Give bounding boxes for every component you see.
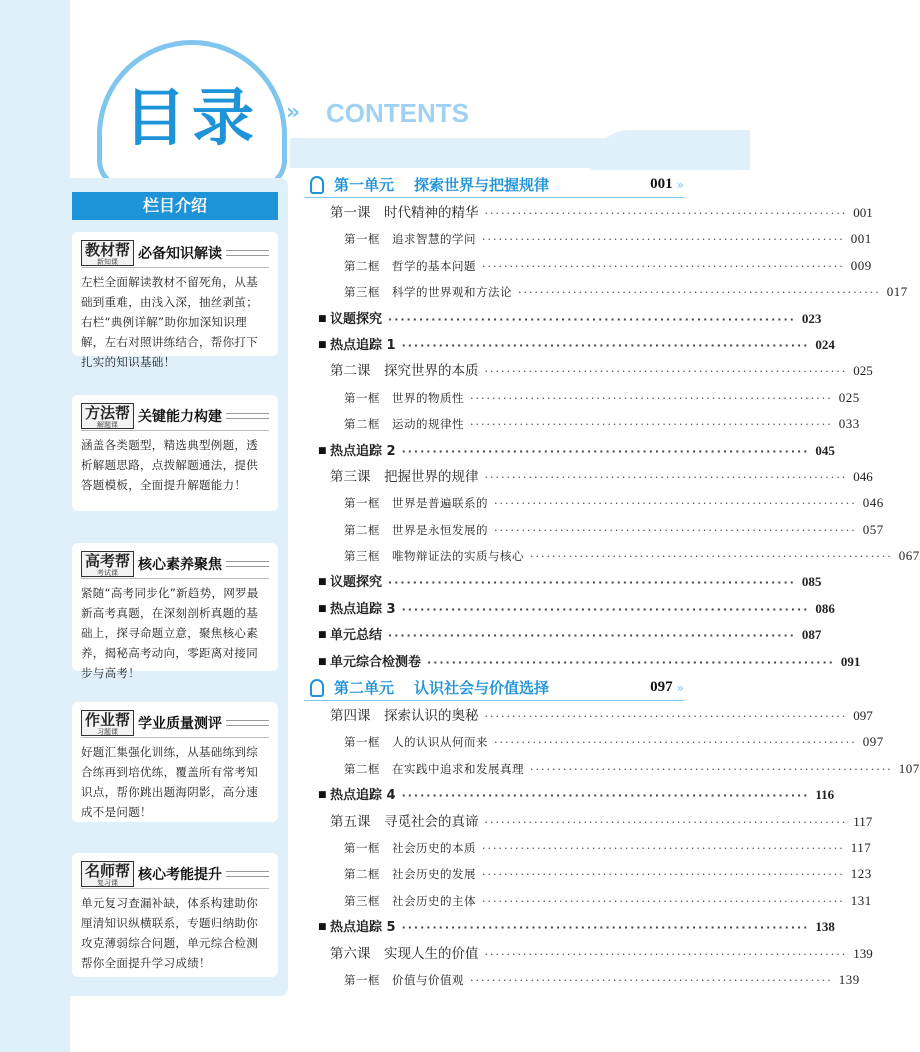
feature-subtitle: 核心考能提升 xyxy=(138,866,223,883)
unit-label: 第一单元 xyxy=(334,176,395,194)
leader-dots: ·································································· xyxy=(470,391,833,405)
leader-dots: ·································································· xyxy=(530,762,893,776)
toc-entry-page: 046 xyxy=(862,495,884,511)
feature-description: 左栏全面解读教材不留死角，从基础到重难，由浅入深，抽丝剥茧；右栏“典例详解”助你加深知识理解，左右对照讲练结合，帮你打下扎实的知识基础！ xyxy=(81,275,258,369)
leader-dots: ·································································· xyxy=(470,418,833,432)
toc-entry-page: 017 xyxy=(886,284,908,300)
feature-subtitle: 学业质量测评 xyxy=(138,715,223,732)
divider xyxy=(226,871,269,877)
toc-entry-title: 第二课 探究世界的本质 xyxy=(330,363,479,380)
bulb-icon xyxy=(310,679,324,697)
toc-entry-special[interactable] xyxy=(304,569,822,595)
toc-entry-lesson[interactable] xyxy=(304,358,873,384)
unit1-entries xyxy=(304,200,920,675)
toc-entry-lesson[interactable] xyxy=(304,200,873,226)
unit-heading[interactable] xyxy=(304,172,684,198)
toc-entry-page: 024 xyxy=(815,336,835,352)
toc-entry-page: 067 xyxy=(898,548,920,564)
leader-dots: ·································································· xyxy=(388,629,796,643)
toc-entry-title: ■ 议题探究 xyxy=(330,575,383,591)
feature-tag xyxy=(81,710,134,736)
feature-tag xyxy=(81,861,134,887)
toc-entry-frame[interactable] xyxy=(304,226,872,252)
toc-entry-title: 第二框 在实践中追求和发展真理 xyxy=(344,761,524,776)
unit-page: 097 xyxy=(650,679,673,696)
feature-tag-sublabel: 解题课 xyxy=(97,420,118,429)
toc-entry-page: 001 xyxy=(853,205,873,220)
feature-tag-label: 教材帮 xyxy=(85,240,131,259)
divider xyxy=(226,250,269,256)
toc-entry-page: 045 xyxy=(815,442,835,458)
toc-entry-page: 116 xyxy=(815,787,835,803)
toc-entry-title: ■ 单元总结 xyxy=(330,628,383,644)
feature-card-header xyxy=(81,238,269,268)
toc-entry-page: 097 xyxy=(853,708,873,724)
toc-entry-page: 107 xyxy=(898,760,920,776)
leader-dots: ·································································· xyxy=(482,894,845,908)
toc-entry-page: 025 xyxy=(853,363,873,379)
toc-entry-frame[interactable] xyxy=(304,253,872,279)
feature-card xyxy=(72,232,278,369)
feature-tag xyxy=(81,240,134,266)
toc-entry-page: 001 xyxy=(850,231,872,247)
unit2-entries xyxy=(304,703,920,993)
feature-tag-label: 名师帮 xyxy=(85,861,131,880)
leader-dots: ·································································· xyxy=(484,710,848,724)
toc-entry-page: 023 xyxy=(801,310,822,326)
feature-tag-sublabel: 考试课 xyxy=(97,568,118,577)
toc-entry-page: 009 xyxy=(850,257,872,273)
feature-tag-sublabel: 习题课 xyxy=(97,727,118,736)
toc-entry-title: 第一框 世界是普遍联系的 xyxy=(344,496,488,511)
toc-entry-page: 097 xyxy=(862,734,884,750)
leader-dots: ·································································· xyxy=(482,259,845,273)
toc-entry-title: 第四课 探索认识的奥秘 xyxy=(330,708,479,725)
feature-card xyxy=(72,395,278,511)
leader-dots: ·································································· xyxy=(482,868,845,882)
toc-entry-page: 086 xyxy=(815,600,835,616)
toc-entry-title: 第二框 社会历史的发展 xyxy=(344,867,476,882)
feature-tag-label: 作业帮 xyxy=(85,710,131,729)
toc-entry-page: 117 xyxy=(853,813,873,829)
unit-title: 探索世界与把握规律 xyxy=(414,176,550,194)
feature-subtitle: 核心素养聚焦 xyxy=(138,556,223,573)
toc-entry-special[interactable] xyxy=(304,914,835,940)
feature-card xyxy=(72,702,278,822)
leader-dots: ·································································· xyxy=(518,286,881,300)
toc-entry-frame[interactable] xyxy=(304,967,860,993)
unit-heading[interactable] xyxy=(304,675,684,701)
header-band-curve xyxy=(590,130,750,170)
feature-subtitle: 关键能力构建 xyxy=(138,408,223,425)
leader-dots: ·································································· xyxy=(494,736,857,750)
toc-entry-special[interactable] xyxy=(304,622,822,648)
unit-title: 认识社会与价值选择 xyxy=(414,679,550,698)
toc-entry-title: 第一课 时代精神的精华 xyxy=(330,205,479,221)
toc-entry-frame[interactable] xyxy=(304,411,860,437)
toc-entry-frame[interactable] xyxy=(304,729,884,755)
feature-card-header xyxy=(81,708,269,738)
leader-dots: ·································································· xyxy=(470,973,833,987)
feature-card-header xyxy=(81,401,269,431)
toc-entry-page: 057 xyxy=(862,521,884,537)
toc-entry-title: 第一框 人的认识从何而来 xyxy=(344,735,488,750)
feature-tag-sublabel: 新知课 xyxy=(97,257,118,266)
toc-entry-title: ■ 热点追踪 4 xyxy=(330,788,396,804)
double-chevron-icon: » xyxy=(286,100,301,125)
feature-description: 单元复习查漏补缺，体系构建助你厘清知识纵横联系，专题归纳助你攻克薄弱综合问题，单元综合检测帮你全面提升学习成绩！ xyxy=(81,896,258,970)
toc-entry-frame[interactable] xyxy=(304,490,884,516)
double-chevron-icon: » xyxy=(676,177,684,192)
toc-entry-page: 085 xyxy=(801,574,822,590)
toc-entry-title: ■ 单元综合检测卷 xyxy=(330,654,422,670)
toc-entry-frame[interactable] xyxy=(304,756,920,782)
toc-entry-page: 139 xyxy=(838,971,860,987)
feature-description: 紧随“高考同步化”新趋势，网罗最新高考真题，在深刻剖析真题的基础上，探寻命题立意，聚焦核心素养，揭秘高考动向，零距离对接同步与高考！ xyxy=(81,586,259,680)
toc-entry-frame[interactable] xyxy=(304,385,860,411)
leader-dots: ·································································· xyxy=(484,947,848,961)
toc-entry-page: 046 xyxy=(853,468,873,484)
toc-entry-title: 第二框 哲学的基本问题 xyxy=(344,258,476,273)
toc-entry-page: 131 xyxy=(850,892,872,908)
feature-tag xyxy=(81,551,134,577)
toc-entry-title: ■ 议题探究 xyxy=(330,311,383,327)
toc-entry-page: 139 xyxy=(853,945,873,961)
toc-entry-page: 033 xyxy=(838,416,860,432)
toc-entry-page: 123 xyxy=(850,866,872,882)
divider xyxy=(226,561,269,567)
toc-entry-lesson[interactable] xyxy=(304,941,873,967)
leader-dots: ·································································· xyxy=(401,444,810,458)
feature-panel-title: 栏目介绍 xyxy=(72,192,278,220)
bulb-icon xyxy=(310,176,324,194)
toc-entry-page: 025 xyxy=(838,389,860,405)
feature-card-header xyxy=(81,859,269,889)
toc-entry-title: 第六课 实现人生的价值 xyxy=(330,945,479,962)
leader-dots: ·································································· xyxy=(401,602,810,616)
feature-card-header xyxy=(81,549,269,579)
feature-card xyxy=(72,543,278,680)
toc-entry-title: ■ 热点追踪 5 xyxy=(330,920,396,936)
toc-entry-title: 第一框 社会历史的本质 xyxy=(344,840,476,855)
divider xyxy=(226,720,269,726)
feature-tag-label: 高考帮 xyxy=(85,551,131,570)
leader-dots: ·································································· xyxy=(401,338,810,352)
feature-tag-sublabel: 复习课 xyxy=(97,878,118,887)
leader-dots: ·································································· xyxy=(484,365,848,379)
toc-entry-page: 087 xyxy=(801,627,822,643)
contents-heading: CONTENTS xyxy=(326,98,469,128)
toc-entry-special[interactable] xyxy=(304,596,835,622)
feature-tag-label: 方法帮 xyxy=(85,403,131,422)
toc-entry-title: 第一框 价值与价值观 xyxy=(344,972,464,987)
toc-entry-lesson[interactable] xyxy=(304,464,873,490)
leader-dots: ·································································· xyxy=(484,207,848,220)
leader-dots: ·································································· xyxy=(482,841,845,855)
toc-entry-frame[interactable] xyxy=(304,279,908,305)
toc-entry-special[interactable] xyxy=(304,306,822,332)
toc-entry-title: 第三课 把握世界的规律 xyxy=(330,468,479,485)
leader-dots: ·································································· xyxy=(401,789,810,803)
toc-entry-frame[interactable] xyxy=(304,543,920,569)
unit-label: 第二单元 xyxy=(334,679,395,698)
toc-entry-title: 第一框 追求智慧的学问 xyxy=(344,232,476,247)
toc-entry-frame[interactable] xyxy=(304,861,872,887)
leader-dots: ·································································· xyxy=(388,312,796,326)
toc-entry-title: 第三框 唯物辩证法的实质与核心 xyxy=(344,549,524,564)
toc-entry-special[interactable] xyxy=(304,332,835,358)
toc-entry-page: 091 xyxy=(840,653,861,669)
toc-entry-title: ■ 热点追踪 3 xyxy=(330,601,396,617)
toc-entry-page: 117 xyxy=(850,839,872,855)
toc-entry-lesson[interactable] xyxy=(304,809,873,835)
leader-dots: ·································································· xyxy=(484,470,848,484)
feature-tag xyxy=(81,403,134,429)
toc-entry-title: 第二框 世界是永恒发展的 xyxy=(344,522,488,537)
toc-entry-title: 第五课 寻觅社会的真谛 xyxy=(330,813,479,830)
divider xyxy=(226,413,269,419)
table-of-contents xyxy=(304,172,920,993)
toc-entry-title: ■ 热点追踪 1 xyxy=(330,337,396,353)
toc-entry-special[interactable] xyxy=(304,649,861,675)
leader-dots: ·································································· xyxy=(530,550,893,564)
feature-description: 好题汇集强化训练，从基础练到综合练再到培优练，覆盖所有常考知识点，帮你跳出题海阴影，高分速成不是问题！ xyxy=(81,745,258,819)
leader-dots: ·································································· xyxy=(482,233,845,247)
leader-dots: ·································································· xyxy=(494,497,857,511)
feature-card xyxy=(72,853,278,977)
page-title: 目录 xyxy=(123,81,260,154)
feature-subtitle: 必备知识解读 xyxy=(138,245,223,262)
leader-dots: ·································································· xyxy=(484,815,848,829)
toc-entry-frame[interactable] xyxy=(304,517,884,543)
toc-entry-special[interactable] xyxy=(304,438,835,464)
toc-entry-frame[interactable] xyxy=(304,835,872,861)
toc-entry-special[interactable] xyxy=(304,782,835,808)
toc-entry-frame[interactable] xyxy=(304,888,872,914)
unit-page: 001 xyxy=(650,176,673,192)
feature-description: 涵盖各类题型，精选典型例题，透析解题思路，点拨解题通法，提供答题模板，全面提升解题能力！ xyxy=(81,438,258,492)
toc-entry-page: 138 xyxy=(815,919,835,935)
toc-entry-title: ■ 热点追踪 2 xyxy=(330,443,396,459)
toc-entry-lesson[interactable] xyxy=(304,703,873,729)
toc-entry-title: 第三框 社会历史的主体 xyxy=(344,893,476,908)
toc-entry-title: 第二框 运动的规律性 xyxy=(344,417,464,432)
leader-dots: ·································································· xyxy=(494,523,857,537)
toc-entry-title: 第三框 科学的世界观和方法论 xyxy=(344,285,512,300)
leader-dots: ·································································· xyxy=(388,576,796,590)
leader-dots: ·································································· xyxy=(427,655,835,669)
leader-dots: ·································································· xyxy=(401,921,810,935)
double-chevron-icon: » xyxy=(676,680,684,695)
toc-entry-title: 第一框 世界的物质性 xyxy=(344,390,464,405)
